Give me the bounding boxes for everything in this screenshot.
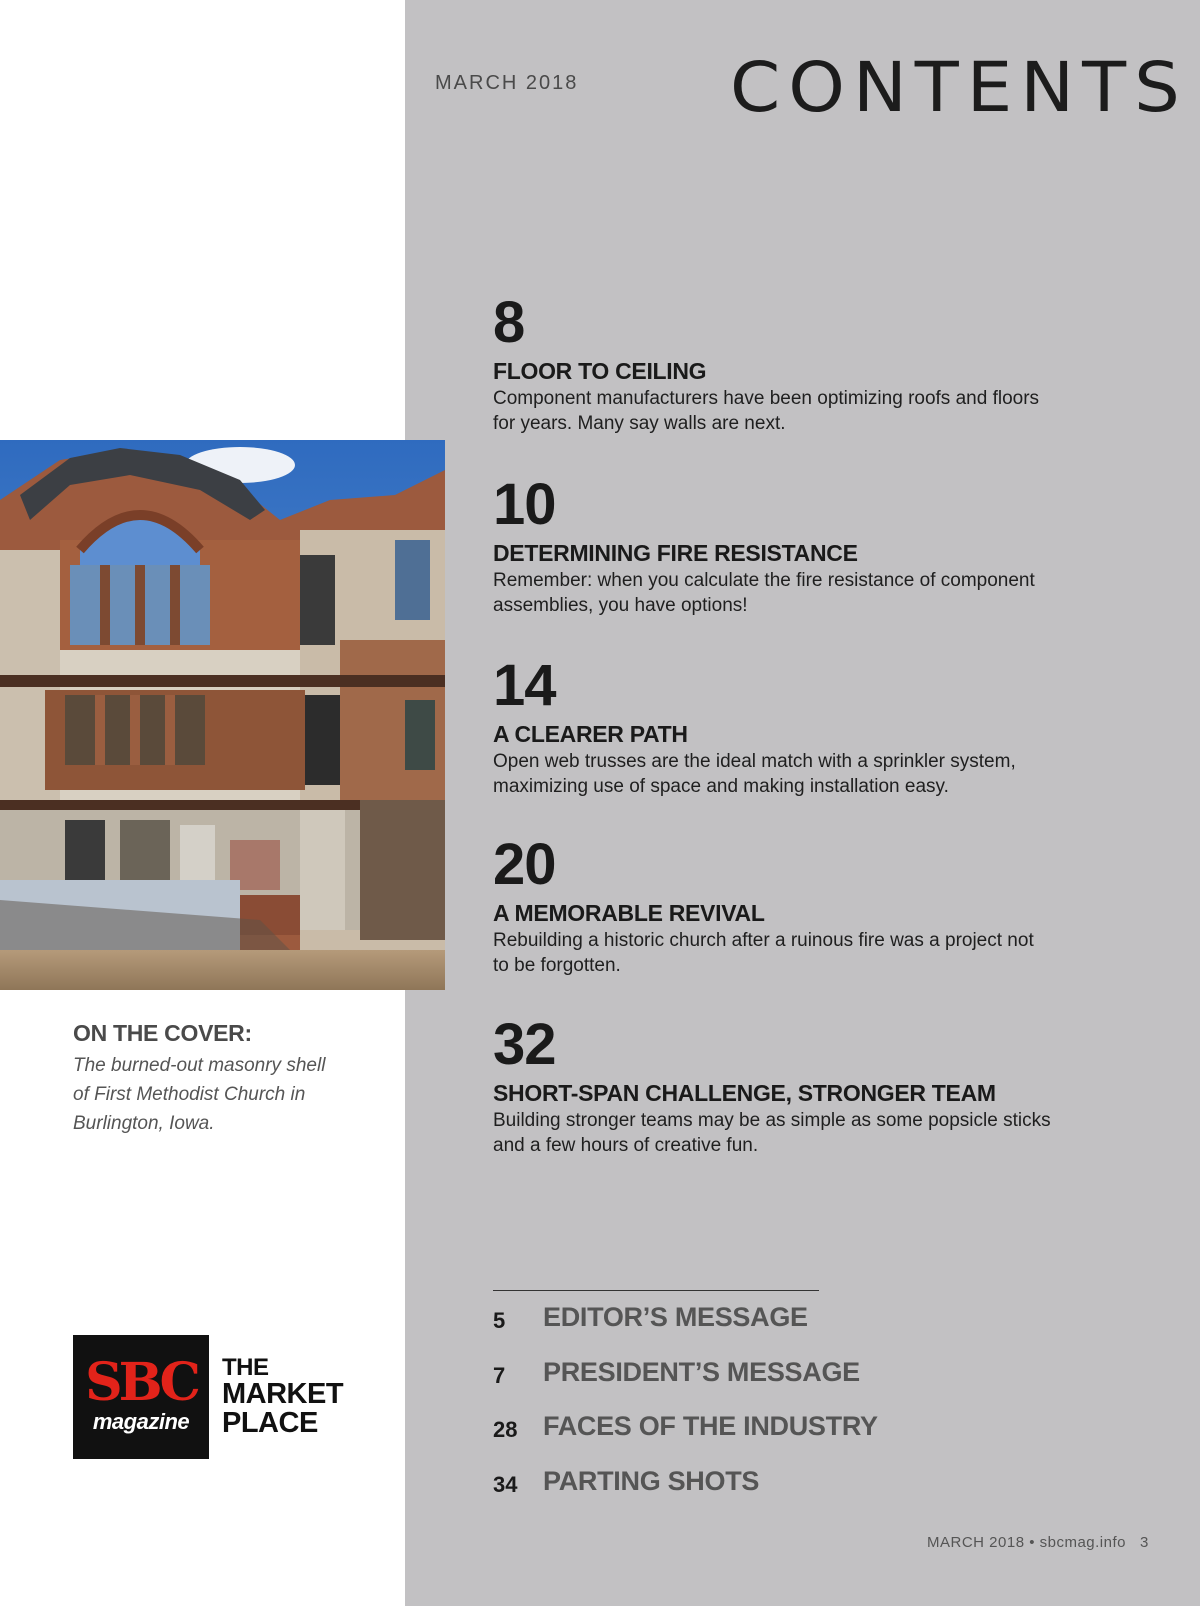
feature-page-number: 10 [493, 472, 556, 537]
department-item[interactable] [493, 1300, 993, 1340]
department-page-number: 28 [493, 1417, 518, 1442]
feature-title: SHORT-SPAN CHALLENGE, STRONGER TEAM [493, 1080, 996, 1106]
department-title: PARTING SHOTS [543, 1466, 760, 1496]
feature-page-number: 20 [493, 832, 556, 897]
department-title: EDITOR’S MESSAGE [543, 1302, 808, 1332]
feature-item[interactable] [493, 1012, 1093, 1158]
feature-description: Building stronger teams may be as simple as some popsicle sticks and a few hours of creative fun. [493, 1110, 1051, 1156]
section-divider [493, 1290, 819, 1291]
feature-item[interactable] [493, 832, 1093, 978]
department-page-number: 34 [493, 1472, 518, 1497]
feature-page-number: 32 [493, 1012, 556, 1077]
feature-title: A CLEARER PATH [493, 721, 688, 747]
department-item[interactable] [493, 1355, 993, 1395]
feature-item[interactable] [493, 653, 1093, 799]
department-title: FACES OF THE INDUSTRY [543, 1411, 878, 1441]
feature-page-number: 14 [493, 653, 556, 718]
magazine-logo-text: magazine [92, 1409, 190, 1434]
feature-item[interactable] [493, 472, 1093, 618]
issue-date: MARCH 2018 [435, 72, 579, 94]
department-item[interactable] [493, 1409, 993, 1449]
feature-item[interactable] [493, 290, 1093, 436]
feature-description: Rebuilding a historic church after a ruinous fire was a project not to be forgotten. [493, 930, 1034, 976]
page-footer: MARCH 2018 • sbcmag.info 3 [927, 1534, 1149, 1551]
department-page-number: 5 [493, 1308, 506, 1333]
feature-description: Component manufacturers have been optimizing roofs and floors for years. Many say walls are next. [493, 388, 1040, 434]
department-title: PRESIDENT’S MESSAGE [543, 1357, 860, 1387]
sbc-logo-text: SBC [85, 1352, 197, 1413]
cover-heading: ON THE COVER: [73, 1020, 252, 1046]
cover-caption: The burned-out masonry shell of First Methodist Church in Burlington, Iowa. [73, 1055, 326, 1134]
feature-description: Open web trusses are the ideal match with a sprinkler system, maximizing use of space and making installation easy. [493, 751, 1016, 797]
feature-description: Remember: when you calculate the fire resistance of component assemblies, you have options! [493, 570, 1035, 616]
department-page-number: 7 [493, 1363, 506, 1388]
market-place-logo: THE MARKET PLACE [222, 1354, 344, 1439]
sbc-magazine-logo [73, 1335, 209, 1459]
feature-page-number: 8 [493, 290, 525, 355]
feature-title: DETERMINING FIRE RESISTANCE [493, 540, 858, 566]
department-item[interactable] [493, 1464, 993, 1504]
feature-title: FLOOR TO CEILING [493, 358, 707, 384]
page-title: CONTENTS [730, 47, 1188, 127]
feature-title: A MEMORABLE REVIVAL [493, 900, 765, 926]
cover-photo [0, 440, 445, 990]
